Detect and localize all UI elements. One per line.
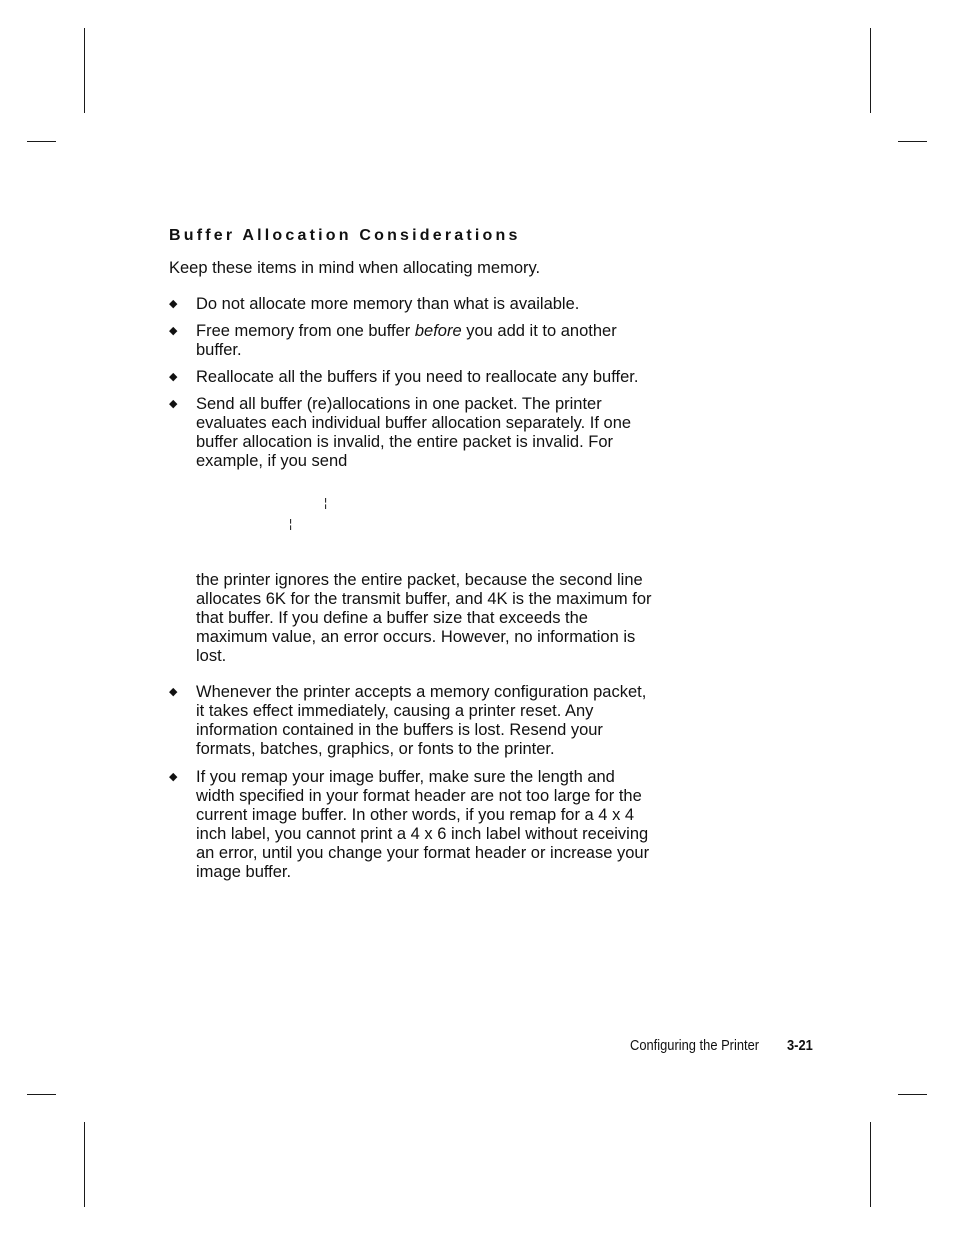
- crop-mark: [84, 28, 85, 113]
- list-item-text: image buffer.: [196, 863, 292, 881]
- text-segment: Free memory from one buffer: [196, 322, 415, 340]
- list-item: [196, 322, 736, 360]
- list-item-text: Do not allocate more memory than what is available.: [196, 295, 580, 313]
- crop-mark: [898, 1094, 927, 1095]
- code-example-line: ¦: [287, 517, 295, 531]
- list-item-text: buffer.: [196, 341, 242, 359]
- diamond-bullet-icon: ◆: [169, 771, 178, 783]
- text-segment: you add it to another: [461, 322, 617, 340]
- list-item-text: current image buffer. In other words, if you remap for a 4 x 4: [196, 806, 635, 824]
- list-item: [196, 768, 736, 882]
- list-item-text: evaluates each individual buffer allocation separately. If one: [196, 414, 632, 432]
- paragraph-line: the printer ignores the entire packet, because the second line: [196, 571, 643, 589]
- list-item-text: If you remap your image buffer, make sure the length and: [196, 768, 615, 786]
- crop-mark: [870, 28, 871, 113]
- crop-mark: [27, 141, 56, 142]
- crop-mark: [898, 141, 927, 142]
- diamond-bullet-icon: ◆: [169, 371, 178, 383]
- list-item: [196, 395, 736, 471]
- code-example-line: ¦: [322, 496, 330, 510]
- list-item: [196, 295, 736, 314]
- list-item-text: Whenever the printer accepts a memory configuration packet,: [196, 683, 647, 701]
- paragraph-line: maximum value, an error occurs. However, no information is: [196, 628, 636, 646]
- list-item-text: Reallocate all the buffers if you need to reallocate any buffer.: [196, 368, 639, 386]
- paragraph-line: allocates 6K for the transmit buffer, and 4K is the maximum for: [196, 590, 652, 608]
- list-item-text: example, if you send: [196, 452, 348, 470]
- list-item-text: information contained in the buffers is lost. Resend your: [196, 721, 603, 739]
- diamond-bullet-icon: ◆: [169, 398, 178, 410]
- diamond-bullet-icon: ◆: [169, 298, 178, 310]
- footer-chapter-title: Configuring the Printer: [630, 1037, 760, 1054]
- list-item-text: it takes effect immediately, causing a printer reset. Any: [196, 702, 594, 720]
- list-item-text: width specified in your format header are not too large for the: [196, 787, 642, 805]
- page-number: 3-21: [787, 1037, 813, 1054]
- crop-mark: [870, 1122, 871, 1207]
- list-item: [196, 683, 736, 759]
- emphasis-text: before: [414, 322, 462, 340]
- list-item-text: an error, until you change your format header or increase your: [196, 844, 650, 862]
- paragraph-line: lost.: [196, 647, 227, 665]
- list-item-text: formats, batches, graphics, or fonts to the printer.: [196, 740, 555, 758]
- paragraph-line: that buffer. If you define a buffer size that exceeds the: [196, 609, 588, 627]
- list-item: [196, 368, 736, 387]
- list-item-text: Send all buffer (re)allocations in one packet. The printer: [196, 395, 602, 413]
- section-heading: Buffer Allocation Considerations: [169, 227, 521, 244]
- list-item-text: inch label, you cannot print a 4 x 6 inch label without receiving: [196, 825, 649, 843]
- crop-mark: [27, 1094, 56, 1095]
- list-item-text: buffer allocation is invalid, the entire packet is invalid. For: [196, 433, 613, 451]
- intro-text: Keep these items in mind when allocating memory.: [169, 259, 541, 277]
- crop-mark: [84, 1122, 85, 1207]
- diamond-bullet-icon: ◆: [169, 325, 178, 337]
- list-item-text: [196, 322, 736, 341]
- example-followup: [196, 571, 736, 666]
- diamond-bullet-icon: ◆: [169, 686, 178, 698]
